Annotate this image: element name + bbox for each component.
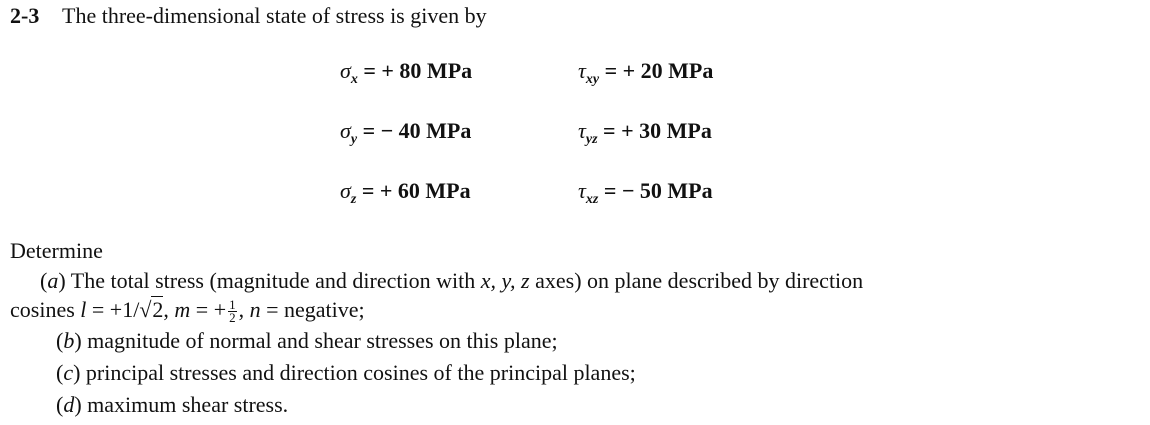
sqrt-symbol: √ xyxy=(139,297,152,322)
equation-sigma-x xyxy=(340,58,472,88)
equation-subscript: xy xyxy=(585,72,600,87)
equation-value: = − 40 MPa xyxy=(362,118,472,143)
part-label: (d) xyxy=(56,392,82,417)
m-symbol: m xyxy=(174,297,191,322)
equation-tau-xy xyxy=(578,58,713,88)
part-letter: d xyxy=(63,392,75,417)
equation-value: = + 20 MPa xyxy=(604,58,714,83)
problem-intro: The three-dimensional state of stress is given by xyxy=(62,3,487,28)
part-label: (a) xyxy=(40,268,66,293)
equation-tau-xz xyxy=(578,178,713,208)
part-letter: b xyxy=(63,328,75,353)
equation-symbol: σ xyxy=(340,58,351,83)
axes-label: x, y, z xyxy=(480,268,530,293)
part-c xyxy=(56,360,636,386)
part-c-text: principal stresses and direction cosines of the principal planes; xyxy=(85,360,636,385)
one-half-fraction xyxy=(228,299,237,324)
part-b xyxy=(56,328,558,354)
sqrt-value: 2 xyxy=(152,297,164,322)
equation-subscript: y xyxy=(350,132,358,147)
equation-subscript: xz xyxy=(585,192,599,207)
part-letter: a xyxy=(47,268,59,293)
equation-subscript: yz xyxy=(585,132,598,147)
part-label: (b) xyxy=(56,328,82,353)
fraction-numerator: 1 xyxy=(229,297,236,313)
part-d xyxy=(56,392,288,418)
m-value: = + xyxy=(195,297,227,322)
equation-symbol: σ xyxy=(340,118,351,143)
part-a-text-2: axes) on plane described by direction xyxy=(535,268,864,293)
part-label: (c) xyxy=(56,360,81,385)
cosines-label: cosines xyxy=(10,297,75,322)
l-symbol: l xyxy=(80,297,87,322)
comma: , xyxy=(163,297,169,322)
n-value: = negative; xyxy=(266,297,365,322)
determine-heading: Determine xyxy=(10,238,103,263)
equation-sigma-z xyxy=(340,178,471,208)
equation-symbol: σ xyxy=(340,178,351,203)
equation-symbol: τ xyxy=(578,118,586,143)
equation-value: = + 80 MPa xyxy=(363,58,473,83)
equation-sigma-y xyxy=(340,118,471,148)
part-d-text: maximum shear stress. xyxy=(87,392,289,417)
part-a-text-1: The total stress (magnitude and direction with xyxy=(70,268,476,293)
part-letter: c xyxy=(63,360,74,385)
equation-symbol: τ xyxy=(578,178,586,203)
equation-subscript: x xyxy=(350,72,358,87)
equation-symbol: τ xyxy=(578,58,586,83)
fraction-denominator: 2 xyxy=(229,310,236,326)
equation-subscript: z xyxy=(350,192,357,207)
part-a-continuation xyxy=(10,296,365,324)
part-b-text: magnitude of normal and shear stresses on this plane; xyxy=(87,328,558,353)
equation-value: = + 30 MPa xyxy=(603,118,712,143)
n-symbol: n xyxy=(249,297,261,322)
part-a xyxy=(40,268,863,294)
problem-number: 2-3 xyxy=(10,3,40,28)
equation-tau-yz xyxy=(578,118,712,148)
equation-value: = − 50 MPa xyxy=(603,178,713,203)
equation-value: = + 60 MPa xyxy=(361,178,471,203)
comma: , xyxy=(238,297,245,322)
l-value: = +1/ xyxy=(91,297,140,322)
